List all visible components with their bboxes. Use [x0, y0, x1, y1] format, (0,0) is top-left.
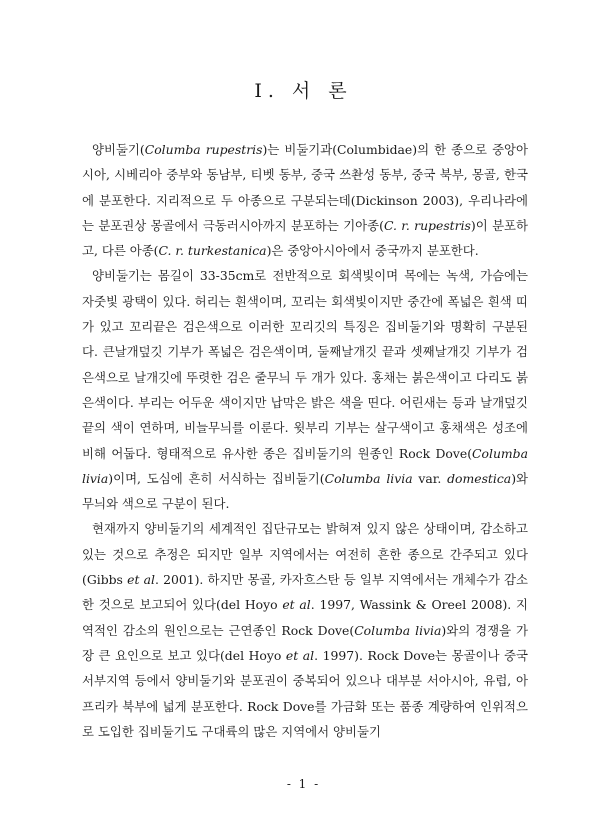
text-run: )은 중앙아시아에서 중국까지 분포한다. [266, 243, 479, 259]
italic-run: Columba livia [354, 622, 442, 638]
italic-run: et al [127, 572, 155, 588]
italic-run: Columba livia [324, 470, 413, 486]
text-run: )는 비둘기과(Columbidae)의 한 종으로 중앙아시아, 시베리아 중부와 동남부, 티벳 동부, 중국 쓰촨성 동부, 중국 북부, 몽골, 한국에 분포한다. 지리적으로 두 아종으로 구분되는데(Dickinson 2003), 우리나라에는 분포권상 몽골에서 극동러시아까지 분포하는 기아종( [82, 142, 528, 233]
paragraph-1 [82, 137, 528, 263]
text-run: )와 무늬와 색으로 구분이 된다. [82, 470, 529, 512]
italic-run: et al [285, 647, 315, 663]
paragraph-3 [82, 516, 528, 744]
text-run: )이며, 도심에 흔히 서식하는 집비둘기( [108, 470, 325, 486]
italic-run: C. r. rupestris [383, 217, 471, 233]
text-run: 현재까지 양비둘기의 세계적인 집단규모는 밝혀져 있지 않은 상태이며, 감소하고 있는 것으로 추정은 되지만 일부 지역에서는 여전히 흔한 종으로 간주되고 있다(Gibbs [82, 521, 528, 588]
text-run: var. [412, 470, 448, 486]
italic-run: domestica [447, 470, 512, 486]
text-run: . 1997). Rock Dove는 몽골이나 중국 서부지역 등에서 양비둘기와 분포권이 중복되어 있으나 대부분 서아시아, 유럽, 아프리카 북부에 넓게 분포한다. Rock Dove를 가금화 또는 품종 계량하여 인위적으로 도입한 집비둘기도 구대륙의 많은 지역에서 양비둘기 [82, 647, 528, 739]
body-text [82, 137, 528, 744]
text-run: )와의 경쟁을 가장 큰 요인으로 보고 있다(del Hoyo [82, 622, 528, 663]
italic-run: et al [282, 597, 311, 613]
text-run: . 2001). 하지만 몽골, 카자흐스탄 등 일부 지역에서는 개체수가 감소한 것으로 보고되어 있다(del Hoyo [82, 572, 528, 613]
text-run: . 1997, Wassink & Oreel 2008). 지역적인 감소의 원인으로는 근연종인 Rock Dove( [82, 597, 528, 638]
italic-run: Columba rupestris [144, 142, 263, 157]
text-run: )이 분포하고, 다른 아종( [82, 217, 528, 259]
text-run: 양비둘기( [92, 142, 145, 157]
section-title: Ⅰ. 서 론 [254, 80, 353, 102]
paragraph-2 [82, 263, 528, 516]
page-number: - 1 - [286, 777, 321, 791]
italic-run: Columba livia [82, 445, 528, 486]
italic-run: C. r. turkestanica [158, 243, 267, 259]
text-run: 양비둘기는 몸길이 33-35cm로 전반적으로 회색빛이며 목에는 녹색, 가슴에는 자줏빛 광택이 있다. 허리는 흰색이며, 꼬리는 회색빛이지만 중간에 폭넓은 흰색 띠가 있고 꼬리끝은 검은색으로 이러한 꼬리깃의 특징은 집비둘기와 명확히 구분된다. 큰날개덮깃 기부가 폭넓은 검은색이며, 둘째날개깃 끝과 셋째날개깃 기부가 검은색으로 날개깃에 뚜렷한 검은 줄무늬 두 개가 있다. 홍채는 붉은색이고 다리도 붉은색이다. 부리는 어두운 색이지만 납막은 밝은 색을 띤다. 어린새는 등과 날개덮깃 끝의 색이 연하며, 비늘무늬를 이룬다. 윗부리 기부는 살구색이고 홍채색은 성조에 비해 어둡다. 형태적으로 유사한 종은 집비둘기의 원종인 Rock Dove( [82, 268, 528, 461]
